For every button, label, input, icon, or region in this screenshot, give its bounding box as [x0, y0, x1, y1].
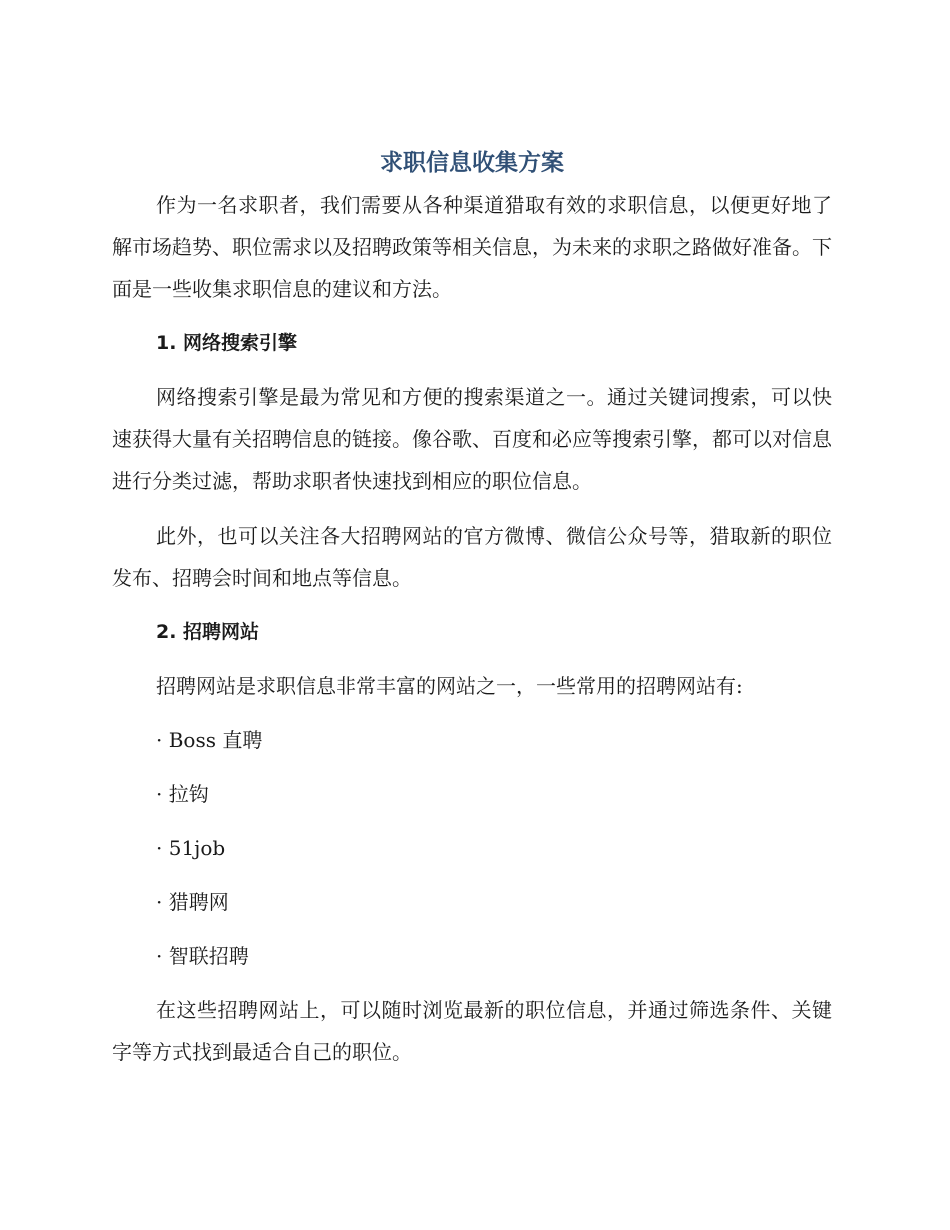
section-2-intro: 招聘网站是求职信息非常丰富的网站之一，一些常用的招聘网站有: — [156, 674, 743, 698]
spacer — [112, 599, 832, 611]
section-heading-job-sites: 2. 招聘网站 — [156, 621, 260, 643]
list-item-51job: · 51job — [156, 836, 226, 860]
list-item-zhilian: · 智联招聘 — [156, 944, 249, 968]
spacer — [112, 364, 832, 376]
list-item-boss: · Boss 直聘 — [156, 728, 263, 752]
section-2-closing: 在这些招聘网站上，可以随时浏览最新的职位信息，并通过筛选条件、关键字等方式找到最适合自己的职位。 — [112, 998, 832, 1064]
spacer — [112, 977, 832, 989]
spacer — [112, 923, 832, 935]
spacer — [112, 310, 832, 322]
spacer — [112, 761, 832, 773]
page-title: 求职信息收集方案 — [380, 150, 564, 176]
intro-paragraph: 作为一名求职者，我们需要从各种渠道猎取有效的求职信息，以便更好地了解市场趋势、职位需求以及招聘政策等相关信息，为未来的求职之路做好准备。下面是一些收集求职信息的建议和方法。 — [112, 193, 832, 301]
list-item-lagou: · 拉钩 — [156, 782, 209, 806]
document-page — [112, 142, 832, 1073]
section-1-paragraph-2: 此外，也可以关注各大招聘网站的官方微博、微信公众号等，猎取新的职位发布、招聘会时间和地点等信息。 — [112, 524, 832, 590]
spacer — [112, 502, 832, 515]
spacer — [112, 869, 832, 881]
spacer — [112, 653, 832, 665]
spacer — [112, 815, 832, 827]
list-item-liepin: · 猎聘网 — [156, 890, 229, 914]
section-1-paragraph-1: 网络搜索引擎是最为常见和方便的搜索渠道之一。通过关键词搜索，可以快速获得大量有关招聘信息的链接。像谷歌、百度和必应等搜索引擎，都可以对信息进行分类过滤，帮助求职者快速找到相应的职位信息。 — [112, 385, 832, 493]
spacer — [112, 707, 832, 719]
section-heading-search-engine: 1. 网络搜索引擎 — [156, 332, 298, 354]
